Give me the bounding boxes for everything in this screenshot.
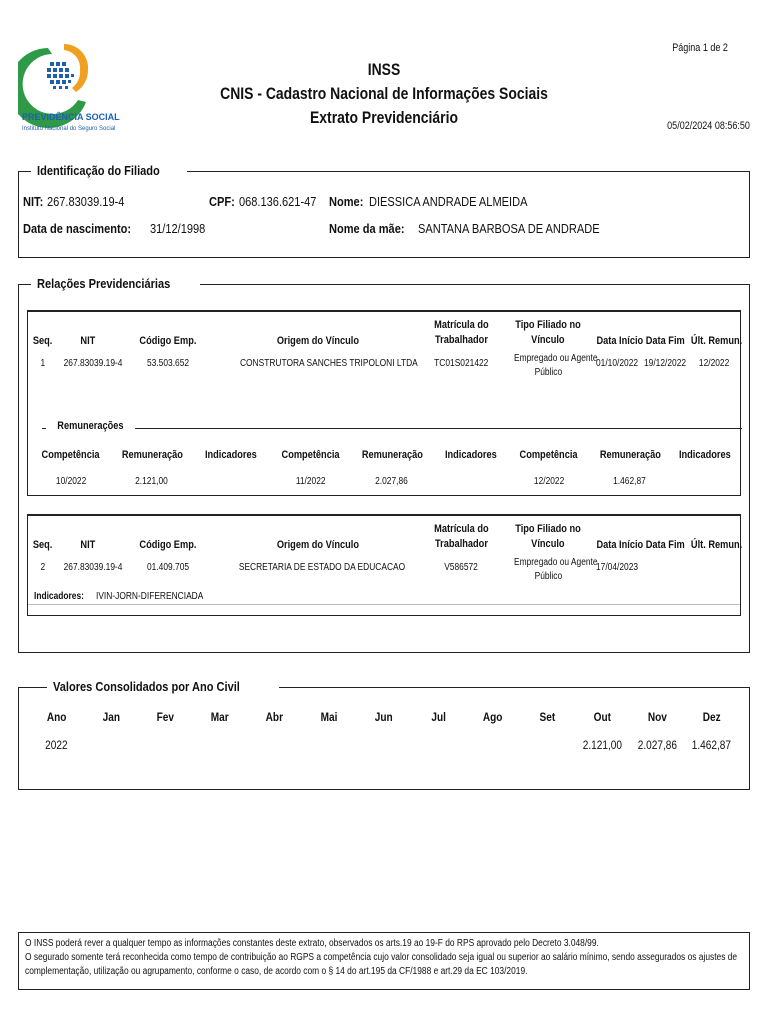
col-data-inicio-2: Data Início — [596, 539, 644, 551]
consolidados-value-ago — [466, 738, 521, 752]
consolidados-col-jun: Jun — [374, 710, 393, 724]
consolidados-col-ano: Ano — [46, 710, 67, 724]
rem-col-competencia-2: Competência — [281, 449, 341, 461]
consolidados-value-ano: 2022 — [45, 738, 68, 752]
rem-3-remuneracao: 1.462,87 — [612, 476, 646, 487]
consolidados-value-dez: 1.462,87 — [691, 738, 732, 752]
vinculo-2-origem: SECRETARIA DE ESTADO DA EDUCACAO — [238, 562, 406, 573]
rem-col-remuneracao-1: Remuneração — [121, 449, 183, 461]
consolidados-value-fev — [138, 738, 193, 752]
vinculo-1-origem: CONSTRUTORA SANCHES TRIPOLONI LTDA — [239, 358, 418, 369]
logo-subtitle: Instituto Nacional do Seguro Social — [22, 126, 116, 132]
consolidados-col-jan: Jan — [102, 710, 120, 724]
footer-line-1: O INSS poderá rever a qualquer tempo as informações constantes deste extrato, observados os arts.19 ao 19-F do RPS aprovado pelo Decreto 3.048/99. — [25, 938, 599, 949]
identificacao-legend: Identificação do Filiado — [31, 163, 187, 178]
footer-notice — [18, 932, 750, 990]
vinculo-2-indicadores: Indicadores: IVIN-JORN-DIFERENCIADA — [34, 591, 204, 602]
logo-name: PREVIDÊNCIA SOCIAL — [22, 112, 120, 122]
consolidados-value-abr — [247, 738, 302, 752]
vinculo-1-tipo: Empregado ou Agente Público — [513, 353, 598, 378]
vinculo-1-seq: 1 — [40, 358, 46, 369]
consolidados-value-jul — [411, 738, 466, 752]
title-inss: INSS — [367, 60, 401, 79]
rem-col-indicadores-3: Indicadores — [679, 449, 731, 461]
page-number: Página 1 de 2 — [672, 42, 728, 54]
title-cnis: CNIS - Cadastro Nacional de Informações Sociais — [220, 84, 548, 103]
consolidados-col-dez: Dez — [702, 710, 721, 724]
col-origem: Origem do Vínculo — [276, 335, 360, 347]
vinculo-1-ult-remun: 12/2022 — [698, 358, 730, 369]
rem-2-remuneracao: 2.027,86 — [374, 476, 408, 487]
rem-1-competencia: 10/2022 — [55, 476, 87, 487]
rem-col-remuneracao-3: Remuneração — [599, 449, 661, 461]
col-seq: Seq. — [33, 335, 53, 347]
vinculo-2-seq: 2 — [40, 562, 46, 573]
col-matricula-2: Matrícula do Trabalhador — [433, 523, 489, 550]
vinculo-1-nit: 267.83039.19-4 — [63, 358, 123, 369]
col-origem-2: Origem do Vínculo — [276, 539, 360, 551]
col-nit-2: NIT — [80, 539, 96, 551]
vinculo-1-data-fim: 19/12/2022 — [644, 358, 687, 369]
indicadores-divider — [28, 604, 740, 605]
consolidados-value-set — [520, 738, 575, 752]
remuneracoes-divider — [42, 428, 742, 429]
consolidados-col-set: Set — [539, 710, 556, 724]
cpf-field: CPF: 068.136.621-47 — [209, 194, 317, 209]
remuneracoes-legend: Remunerações — [46, 420, 135, 432]
nit-field: NIT: 267.83039.19-4 — [23, 194, 125, 209]
vinculo-1-box — [27, 310, 741, 496]
col-data-inicio: Data Início — [596, 335, 644, 347]
nome-mae-field: Nome da mãe: SANTANA BARBOSA DE ANDRADE — [329, 221, 600, 236]
col-codigo-2: Código Emp. — [139, 539, 197, 551]
vinculo-2-data-inicio: 17/04/2023 — [596, 562, 639, 573]
col-seq-2: Seq. — [33, 539, 53, 551]
consolidados-value-nov: 2.027,86 — [637, 738, 677, 752]
rem-col-competencia-3: Competência — [519, 449, 579, 461]
timestamp: 05/02/2024 08:56:50 — [667, 120, 750, 132]
vinculo-2-tipo: Empregado ou Agente Público — [513, 557, 598, 582]
rem-col-competencia-1: Competência — [41, 449, 101, 461]
rem-3-competencia: 12/2022 — [533, 476, 565, 487]
nome-field: Nome: DIESSICA ANDRADE ALMEIDA — [329, 194, 528, 209]
consolidados-col-fev: Fev — [156, 710, 175, 724]
identificacao-section — [18, 163, 750, 258]
col-tipo: Tipo Filiado no Vínculo — [515, 319, 581, 346]
vinculo-2-matricula: V586572 — [444, 562, 478, 573]
consolidados-col-jul: Jul — [431, 710, 446, 724]
consolidados-legend: Valores Consolidados por Ano Civil — [47, 679, 279, 694]
consolidados-value-mar — [193, 738, 248, 752]
consolidados-value-out: 2.121,00 — [582, 738, 622, 752]
col-nit: NIT — [80, 335, 96, 347]
col-ult-remun-2: Últ. Remun. — [690, 539, 743, 551]
vinculo-2-codigo: 01.409.705 — [146, 562, 190, 573]
vinculo-1-codigo: 53.503.652 — [146, 358, 190, 369]
rem-1-remuneracao: 2.121,00 — [134, 476, 168, 487]
footer-line-2: O segurado somente terá reconhecida como tempo de contribuição ao RGPS a competência cujo valor consolidado seja igual ou superior ao salário mínimo, sendo assegurados os ajustes de complementação, utilização ou agrupamento, conforme o caso, de acordo com o § 14 do art.195 da CF/1988 e art.29 da EC 103/2019. — [25, 952, 738, 977]
consolidados-col-mai: Mai — [320, 710, 338, 724]
col-tipo-2: Tipo Filiado no Vínculo — [515, 523, 581, 550]
consolidados-value-jun — [357, 738, 412, 752]
vinculo-2-box — [27, 514, 741, 616]
consolidados-col-out: Out — [593, 710, 611, 724]
col-data-fim: Data Fim — [645, 335, 685, 347]
col-data-fim-2: Data Fim — [645, 539, 685, 551]
title-extrato: Extrato Previdenciário — [310, 108, 458, 127]
consolidados-col-abr: Abr — [265, 710, 284, 724]
consolidados-value-mai — [302, 738, 357, 752]
rem-col-indicadores-1: Indicadores — [205, 449, 257, 461]
rem-col-indicadores-2: Indicadores — [445, 449, 497, 461]
col-codigo: Código Emp. — [139, 335, 197, 347]
rem-2-competencia: 11/2022 — [296, 476, 326, 487]
consolidados-col-ago: Ago — [483, 710, 503, 724]
consolidados-section — [18, 679, 750, 790]
consolidados-col-nov: Nov — [647, 710, 667, 724]
vinculo-1-data-inicio: 01/10/2022 — [596, 358, 639, 369]
col-ult-remun: Últ. Remun. — [690, 335, 743, 347]
consolidados-value-jan — [84, 738, 139, 752]
relacoes-section — [18, 276, 750, 653]
consolidados-col-mar: Mar — [211, 710, 230, 724]
rem-col-remuneracao-2: Remuneração — [361, 449, 423, 461]
vinculo-1-matricula: TC01S021422 — [433, 358, 489, 369]
relacoes-legend: Relações Previdenciárias — [31, 276, 200, 291]
vinculo-2-nit: 267.83039.19-4 — [63, 562, 123, 573]
nascimento-field: Data de nascimento: 31/12/1998 — [23, 221, 206, 236]
col-matricula: Matrícula do Trabalhador — [433, 319, 489, 346]
